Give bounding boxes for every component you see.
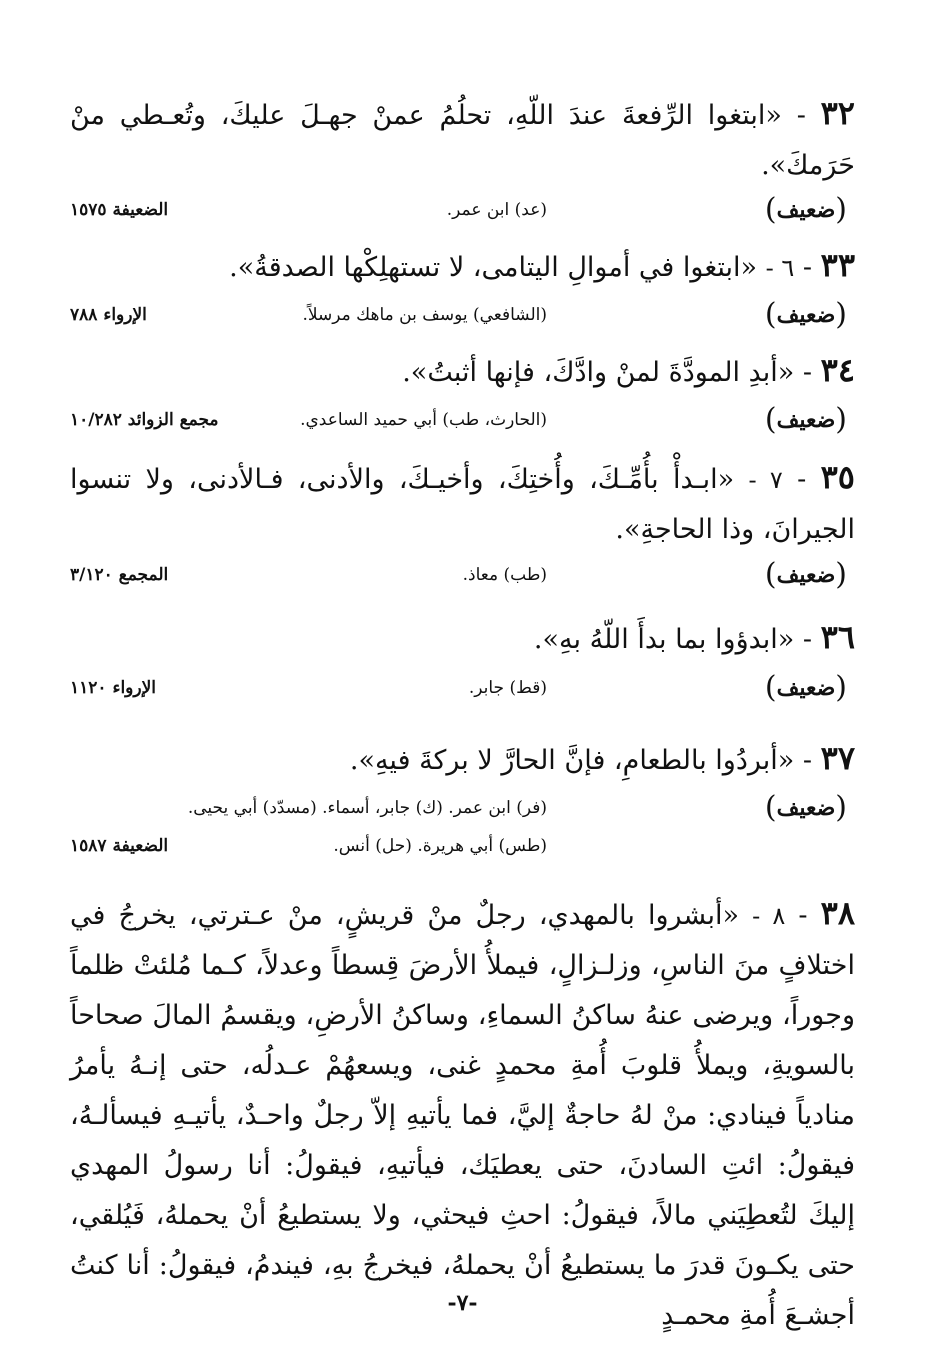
hadith-text: «أبدِ المودَّةَ لمنْ وادَّكَ، فإنها أثبتُ». [402, 357, 795, 388]
reference-text: الإرواء ١١٢٠ [70, 678, 157, 698]
hadith-number: ٣٧ [820, 739, 855, 777]
grade-label: (ضعيف) [764, 790, 847, 825]
hadith-subnumber: ٧ - [748, 466, 783, 494]
source-text: (طب) معاذ. [462, 565, 547, 585]
hadith-32-info [70, 190, 847, 230]
hadith-33: ٣٣ - ٦ - «ابتغوا في أموالِ اليتامى، لا تستهلِكْها الصدقةُ». [229, 246, 855, 284]
hadith-33-info [70, 295, 847, 335]
hadith-37: ٣٧ - «أبردُوا بالطعامِ، فإنَّ الحارَّ لا بركةَ فيهِ». [349, 739, 855, 777]
hadith-36-info [70, 668, 847, 708]
reference-text: الإرواء ٧٨٨ [70, 305, 147, 325]
grade-label: (ضعيف) [764, 297, 847, 332]
grade-label: (ضعيف) [764, 557, 847, 592]
hadith-number: ٣٦ [820, 618, 855, 656]
reference-text: الضعيفة ١٥٧٥ [70, 200, 169, 220]
hadith-37-info [70, 788, 847, 868]
hadith-text: «ابتغوا في أموالِ اليتامى، لا تستهلِكْها الصدقةُ». [229, 252, 758, 283]
reference-text: المجمع ٣/١٢٠ [70, 565, 169, 585]
hadith-36: ٣٦ - «ابدؤوا بما بدأَ اللّهُ بهِ». [533, 618, 855, 656]
hadith-text: «أبردُوا بالطعامِ، فإنَّ الحارَّ لا بركةَ فيهِ». [349, 745, 795, 776]
source-text: (قط) جابر. [468, 678, 547, 698]
hadith-text: «أبشروا بالمهدي، رجلٌ منْ قريشٍ، منْ عـترتي، يخرجُ في اختلافٍ منَ الناسِ، وزلـزالٍ، فيملأُ الأرضَ قِسطاً وعدلاً، كـما مُلئتْ ظلماً وجوراً، ويرضى عنهُ ساكنُ السماءِ، وساكنُ الأرضِ، ويقسمُ المالَ صحاحاً بالسويةِ، ويملأُ قلوبَ أُمةِ محمدٍ غنى، ويسعهُمْ عـدلُه، حتى إنـهُ يأمرُ منادياً فينادي: منْ لهُ حاجةٌ إليَّ، فما يأتيهِ إلاّ رجلٌ واحـدٌ، يأتيـهِ فيسألـهُ، فيقولُ: ائتِ السادنَ، حتى يعطيَك، فيأتيهِ، فيقولُ: أنا رسولُ المهدي إليكَ لتُعطِيَني مالاً، فيقولُ: احثِ فيحثي، ولا يستطيعُ أنْ يحملهُ، فَيُلقي، حتى يكـونَ قدرَ ما يستطيعُ أنْ يحملهُ، فيخرجُ بهِ، فيندمُ، فيقولُ: أنا كنتُ أجشـعَ أُمةِ محمـدٍ [70, 900, 855, 1331]
hadith-text: «ابـدأْ بأُمِّـكَ، وأُختِكَ، وأخيـكَ، والأدنى، فـالأدنى، ولا تنسوا الجيرانَ، وذا الحاجةِ». [70, 464, 855, 545]
hadith-subnumber: ٨ - [752, 902, 786, 930]
source-text: (فر) ابن عمر. (ك) جابر، أسماء. (مسدّد) أبي يحيى. [187, 798, 547, 818]
source-text: (عد) ابن عمر. [446, 200, 547, 220]
hadith-35: ٣٥ - ٧ - «ابـدأْ بأُمِّـكَ، وأُختِكَ، وأخيـكَ، والأدنى، فـالأدنى، ولا تنسوا الجيرانَ، وذا الحاجةِ». [70, 458, 855, 545]
grade-label: (ضعيف) [764, 670, 847, 705]
hadith-number: ٣٣ [820, 246, 855, 284]
page-number: -٧- [447, 1290, 478, 1316]
reference-text: مجمع الزوائد ١٠/٢٨٢ [70, 410, 219, 430]
grade-label: (ضعيف) [764, 192, 847, 227]
source-text-continued: (طس) أبي هريرة. (حل) أنس. [333, 836, 547, 856]
hadith-number: ٣٥ [820, 458, 855, 496]
hadith-number: ٣٤ [820, 351, 855, 389]
hadith-subnumber: ٦ - [765, 254, 795, 282]
source-text: (الحارث، طب) أبي حميد الساعدي. [300, 410, 547, 430]
hadith-38: ٣٨ - ٨ - «أبشروا بالمهدي، رجلٌ منْ قريشٍ، منْ عـترتي، يخرجُ في اختلافٍ منَ الناسِ، وزلـزالٍ، فيملأُ الأرضَ قِسطاً وعدلاً، كـما مُلئتْ ظلماً وجوراً، ويرضى عنهُ ساكنُ السماءِ، وساكنُ الأرضِ، ويقسمُ المالَ صحاحاً بالسويةِ، ويملأُ قلوبَ أُمةِ محمدٍ غنى، ويسعهُمْ عـدلُه، حتى إنـهُ يأمرُ منادياً فينادي: منْ لهُ حاجةٌ إليَّ، فما يأتيهِ إلاّ رجلٌ واحـدٌ، يأتيـهِ فيسألـهُ، فيقولُ: ائتِ السادنَ، حتى يعطيَك، فيأتيهِ، فيقولُ: أنا رسولُ المهدي إليكَ لتُعطِيَني مالاً، فيقولُ: احثِ فيحثي، ولا يستطيعُ أنْ يحملهُ، فَيُلقي، حتى يكـونَ قدرَ ما يستطيعُ أنْ يحملهُ، فيخرجُ بهِ، فيندمُ، فيقولُ: أنا كنتُ أجشـعَ أُمةِ محمـدٍ [70, 894, 856, 1331]
source-text: (الشافعي) يوسف بن ماهك مرسلاً. [302, 305, 547, 325]
reference-text: الضعيفة ١٥٨٧ [70, 836, 169, 856]
hadith-34-info [70, 400, 847, 440]
hadith-text: «ابتغوا الرِّفعةَ عندَ اللّهِ، تحلُمُ عمنْ جهـلَ عليكَ، وتُعـطي منْ حَرَمكَ». [70, 100, 855, 181]
hadith-35-info [70, 555, 847, 595]
hadith-34: ٣٤ - «أبدِ المودَّةَ لمنْ وادَّكَ، فإنها أثبتُ». [402, 351, 855, 389]
grade-label: (ضعيف) [764, 402, 847, 437]
hadith-number: ٣٢ [820, 94, 855, 132]
hadith-text: «ابدؤوا بما بدأَ اللّهُ بهِ». [533, 624, 795, 655]
hadith-number: ٣٨ [820, 894, 856, 932]
hadith-32: ٣٢ - «ابتغوا الرِّفعةَ عندَ اللّهِ، تحلُمُ عمنْ جهـلَ عليكَ، وتُعـطي منْ حَرَمكَ». [70, 94, 855, 181]
